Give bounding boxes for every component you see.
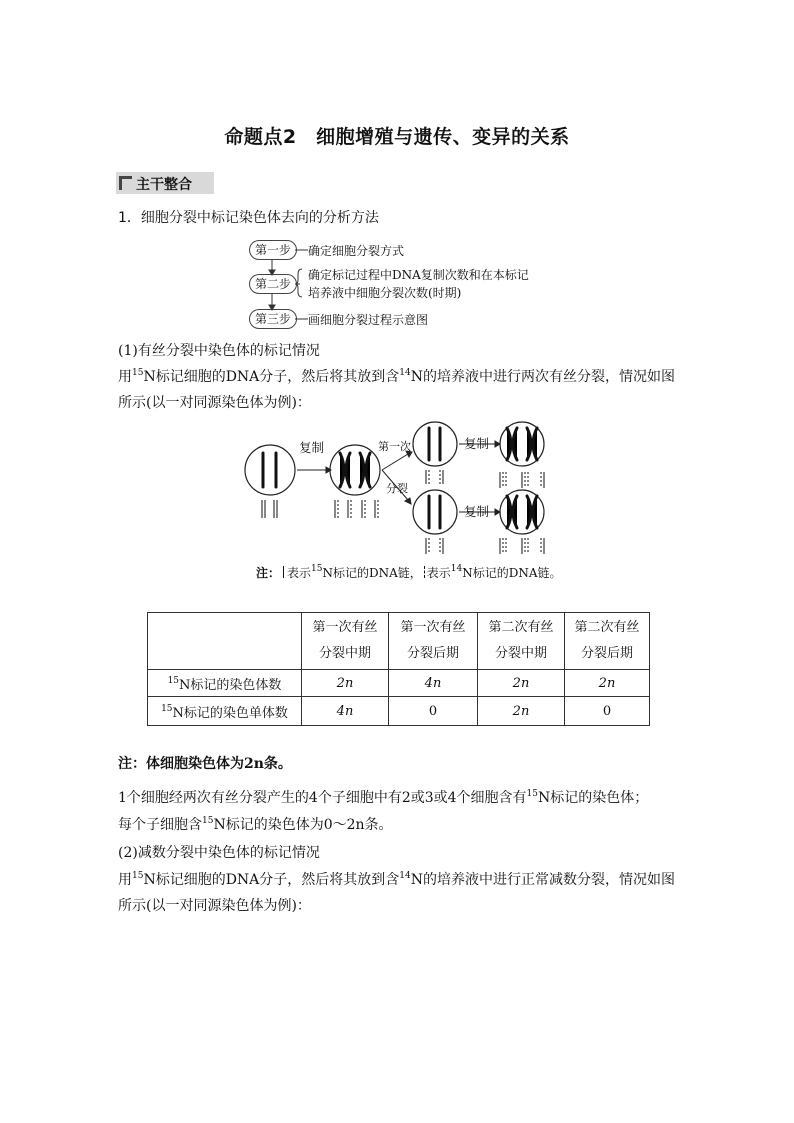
- superscript: 15: [526, 789, 538, 799]
- header-line: 第二次有丝: [574, 620, 640, 635]
- table-cell: 0: [565, 697, 650, 726]
- table-cell: 2n: [478, 670, 565, 697]
- text: N标记细胞的DNA分子，然后将其放到含: [143, 872, 400, 888]
- text: 用: [118, 872, 132, 888]
- header-line: 第一次有丝: [312, 620, 378, 635]
- flow-connectors: [240, 236, 320, 336]
- header-line: 分裂中期: [318, 646, 371, 661]
- text: 用: [118, 369, 132, 385]
- label-copy-1: 复制: [299, 440, 325, 455]
- table-corner: [148, 613, 302, 670]
- paragraph-mitosis-2: 所示(以一对同源染色体为例)：: [118, 395, 311, 411]
- row-label: [148, 697, 302, 726]
- header-line: 分裂中期: [494, 646, 547, 661]
- paragraph-daughter-cells-1: [118, 785, 648, 811]
- paragraph-daughter-cells-2: [118, 812, 393, 838]
- text: 表示: [426, 566, 451, 580]
- section-icon: [119, 176, 132, 190]
- table-header: [565, 613, 650, 670]
- text: N标记细胞的DNA分子，然后将其放到含: [143, 369, 400, 385]
- table-header-row: [148, 613, 650, 670]
- page-title: 命题点2 细胞增殖与遗传、变异的关系: [224, 126, 570, 148]
- label-first-division-2: 分裂: [386, 482, 408, 495]
- superscript: 15: [311, 564, 323, 574]
- text: 每个子细胞含: [118, 817, 202, 833]
- figure-note: [256, 564, 562, 581]
- row-label: [148, 670, 302, 697]
- text: N标记的DNA链。: [462, 566, 562, 580]
- text: N标记的染色体为0～2n条。: [213, 817, 393, 833]
- dashed-strand-symbol: [424, 566, 425, 578]
- superscript: 14: [399, 368, 411, 378]
- label-first-division-1: 第一次: [378, 440, 411, 453]
- superscript: 15: [167, 675, 180, 686]
- note-prefix: 注：: [256, 566, 281, 580]
- text: N标记的DNA链，: [322, 566, 422, 580]
- label-copy-2: 复制: [464, 436, 490, 451]
- text: N标记的染色体；: [538, 790, 649, 806]
- table-row: [148, 670, 650, 697]
- step-2-text-2: 培养液中细胞分裂次数(时期): [308, 286, 462, 300]
- paragraph-mitosis-1: [118, 364, 675, 390]
- step-2-box: 第二步: [249, 274, 297, 294]
- step-1-text: 确定细胞分裂方式: [308, 244, 405, 258]
- table-cell: 2n: [565, 670, 650, 697]
- solid-strand-symbol: [283, 566, 284, 578]
- daughter-cell-top: [413, 422, 457, 466]
- subheading-mitosis: (1)有丝分裂中染色体的标记情况: [118, 343, 320, 359]
- text: 表示: [287, 566, 312, 580]
- superscript: 14: [399, 871, 411, 881]
- step-3-box: 第三步: [249, 309, 297, 329]
- text: N的培养液中进行正常减数分裂，情况如图: [410, 872, 675, 888]
- table-row: [148, 697, 650, 726]
- parent-cell: [245, 445, 295, 495]
- table-cell: 2n: [302, 670, 389, 697]
- table-cell: 2n: [478, 697, 565, 726]
- superscript: 15: [202, 816, 214, 826]
- table-cell: 4n: [389, 670, 478, 697]
- mitosis-table: [147, 612, 650, 726]
- table-header: [389, 613, 478, 670]
- text: N标记的染色体数: [179, 677, 282, 693]
- table-cell: 0: [389, 697, 478, 726]
- header-line: 第二次有丝: [488, 620, 554, 635]
- header-line: 分裂后期: [580, 646, 633, 661]
- label-copy-3: 复制: [464, 504, 490, 519]
- step-1-box: 第一步: [249, 240, 297, 260]
- table-cell: 4n: [302, 697, 389, 726]
- text: 1个细胞经两次有丝分裂产生的4个子细胞中有2或3或4个细胞含有: [118, 790, 527, 806]
- step-2-text-1: 确定标记过程中DNA复制次数和在本标记: [308, 268, 529, 282]
- text: N的培养液中进行两次有丝分裂，情况如图: [410, 369, 675, 385]
- section-label: 主干整合: [136, 177, 192, 193]
- header-line: 第一次有丝: [400, 620, 466, 635]
- step-3-text: 画细胞分裂过程示意图: [308, 313, 429, 327]
- note-somatic: 注：体细胞染色体为2n条。: [118, 756, 292, 772]
- superscript: 15: [132, 368, 144, 378]
- subheading-meiosis: (2)减数分裂中染色体的标记情况: [118, 845, 320, 861]
- section-header: [116, 172, 214, 194]
- header-line: 分裂后期: [406, 646, 459, 661]
- paragraph-meiosis-1: [118, 867, 675, 893]
- daughter-cell-bottom: [413, 490, 457, 534]
- replicated-cell: [330, 445, 380, 495]
- heading-method: 1．细胞分裂中标记染色体去向的分析方法: [118, 210, 379, 226]
- superscript: 15: [161, 703, 173, 714]
- paragraph-meiosis-2: 所示(以一对同源染色体为例)：: [118, 898, 311, 914]
- superscript: 14: [450, 564, 463, 574]
- table-header: [302, 613, 389, 670]
- superscript: 15: [132, 871, 144, 881]
- table-header: [478, 613, 565, 670]
- text: N标记的染色单体数: [172, 705, 288, 721]
